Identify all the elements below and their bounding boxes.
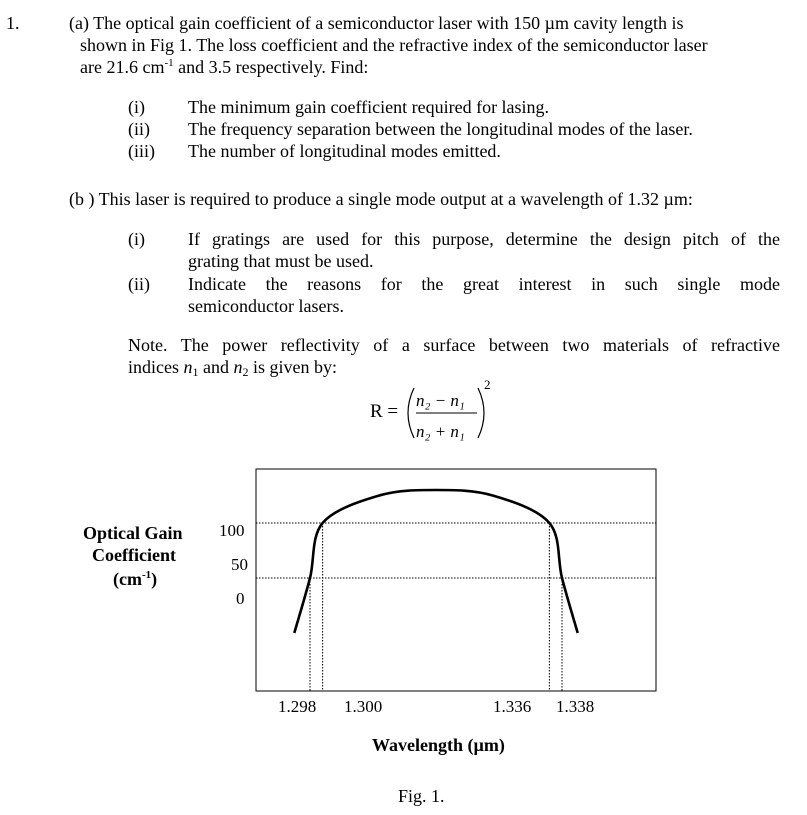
y-tick-label: 100 <box>219 521 245 540</box>
note-text-post: is given by: <box>248 357 337 377</box>
part-b-item-line1: Indicate the reasons for the great interest in such single mode <box>188 274 780 294</box>
question-number: 1. <box>6 13 20 33</box>
unit-superscript: -1 <box>164 57 174 69</box>
part-a-item-text: The number of longitudinal modes emitted. <box>188 141 501 161</box>
part-a-item-text: The minimum gain coefficient required for lasing. <box>188 97 550 117</box>
part-b-item-line1: If gratings are used for this purpose, determine the design pitch of the <box>188 229 780 249</box>
part-b-item-line2: grating that must be used. <box>188 251 374 271</box>
formula-lhs: R = <box>370 401 399 422</box>
formula-exponent: 2 <box>484 377 491 392</box>
part-a-intro-line2: shown in Fig 1. The loss coefficient and the refractive index of the semiconductor laser <box>80 35 708 55</box>
n1-subscript: 1 <box>192 365 199 379</box>
part-a-intro-line1: (a) The optical gain coefficient of a semiconductor laser with 150 µm cavity length is <box>69 13 684 33</box>
x-tick-label: 1.298 <box>278 697 317 716</box>
y-tick-label: 0 <box>236 589 245 608</box>
part-a-item-text: The frequency separation between the longitudinal modes of the laser. <box>188 119 693 139</box>
x-tick-label: 1.300 <box>344 697 383 716</box>
plot-frame <box>256 469 656 691</box>
note-text: indices <box>128 357 184 377</box>
gain-curve <box>294 490 577 633</box>
y-tick-label: 50 <box>231 555 248 574</box>
intro-line3-text: are 21.6 cm <box>80 57 165 77</box>
n2-symbol: n <box>233 357 243 377</box>
part-a-item-num: (ii) <box>128 119 150 139</box>
y-axis-unit: (cm <box>113 569 142 589</box>
x-tick-label: 1.338 <box>556 697 595 716</box>
part-b-intro: (b ) This laser is required to produce a single mode output at a wavelength of 1.32 µm: <box>69 189 693 209</box>
n1-symbol: n <box>183 357 193 377</box>
y-axis-label-line2: Coefficient <box>92 545 176 565</box>
part-b-item-num: (ii) <box>128 274 150 294</box>
y-axis-unit-close: ) <box>151 569 158 589</box>
y-axis-unit-sup: -1 <box>141 569 152 581</box>
intro-line3-post: and 3.5 respectively. Find: <box>173 57 369 77</box>
part-b-item-line2: semiconductor lasers. <box>188 296 344 316</box>
figure-caption: Fig. 1. <box>398 786 445 806</box>
guide-lines <box>256 523 656 691</box>
n2-subscript: 2 <box>242 365 249 379</box>
x-tick-label: 1.336 <box>493 697 532 716</box>
note-line1: Note. The power reflectivity of a surface between two materials of refractive <box>128 335 780 355</box>
note-and: and <box>198 357 234 377</box>
part-a-item-num: (i) <box>128 97 145 117</box>
x-axis-label: Wavelength (µm) <box>372 735 505 755</box>
part-a-item-num: (iii) <box>128 141 155 161</box>
part-b-item-num: (i) <box>128 229 145 249</box>
y-axis-label-line1: Optical Gain <box>83 523 183 543</box>
formula-denominator: n₂ + n₁ <box>416 422 465 441</box>
formula-numerator: n₂ − n₁ <box>416 391 465 410</box>
